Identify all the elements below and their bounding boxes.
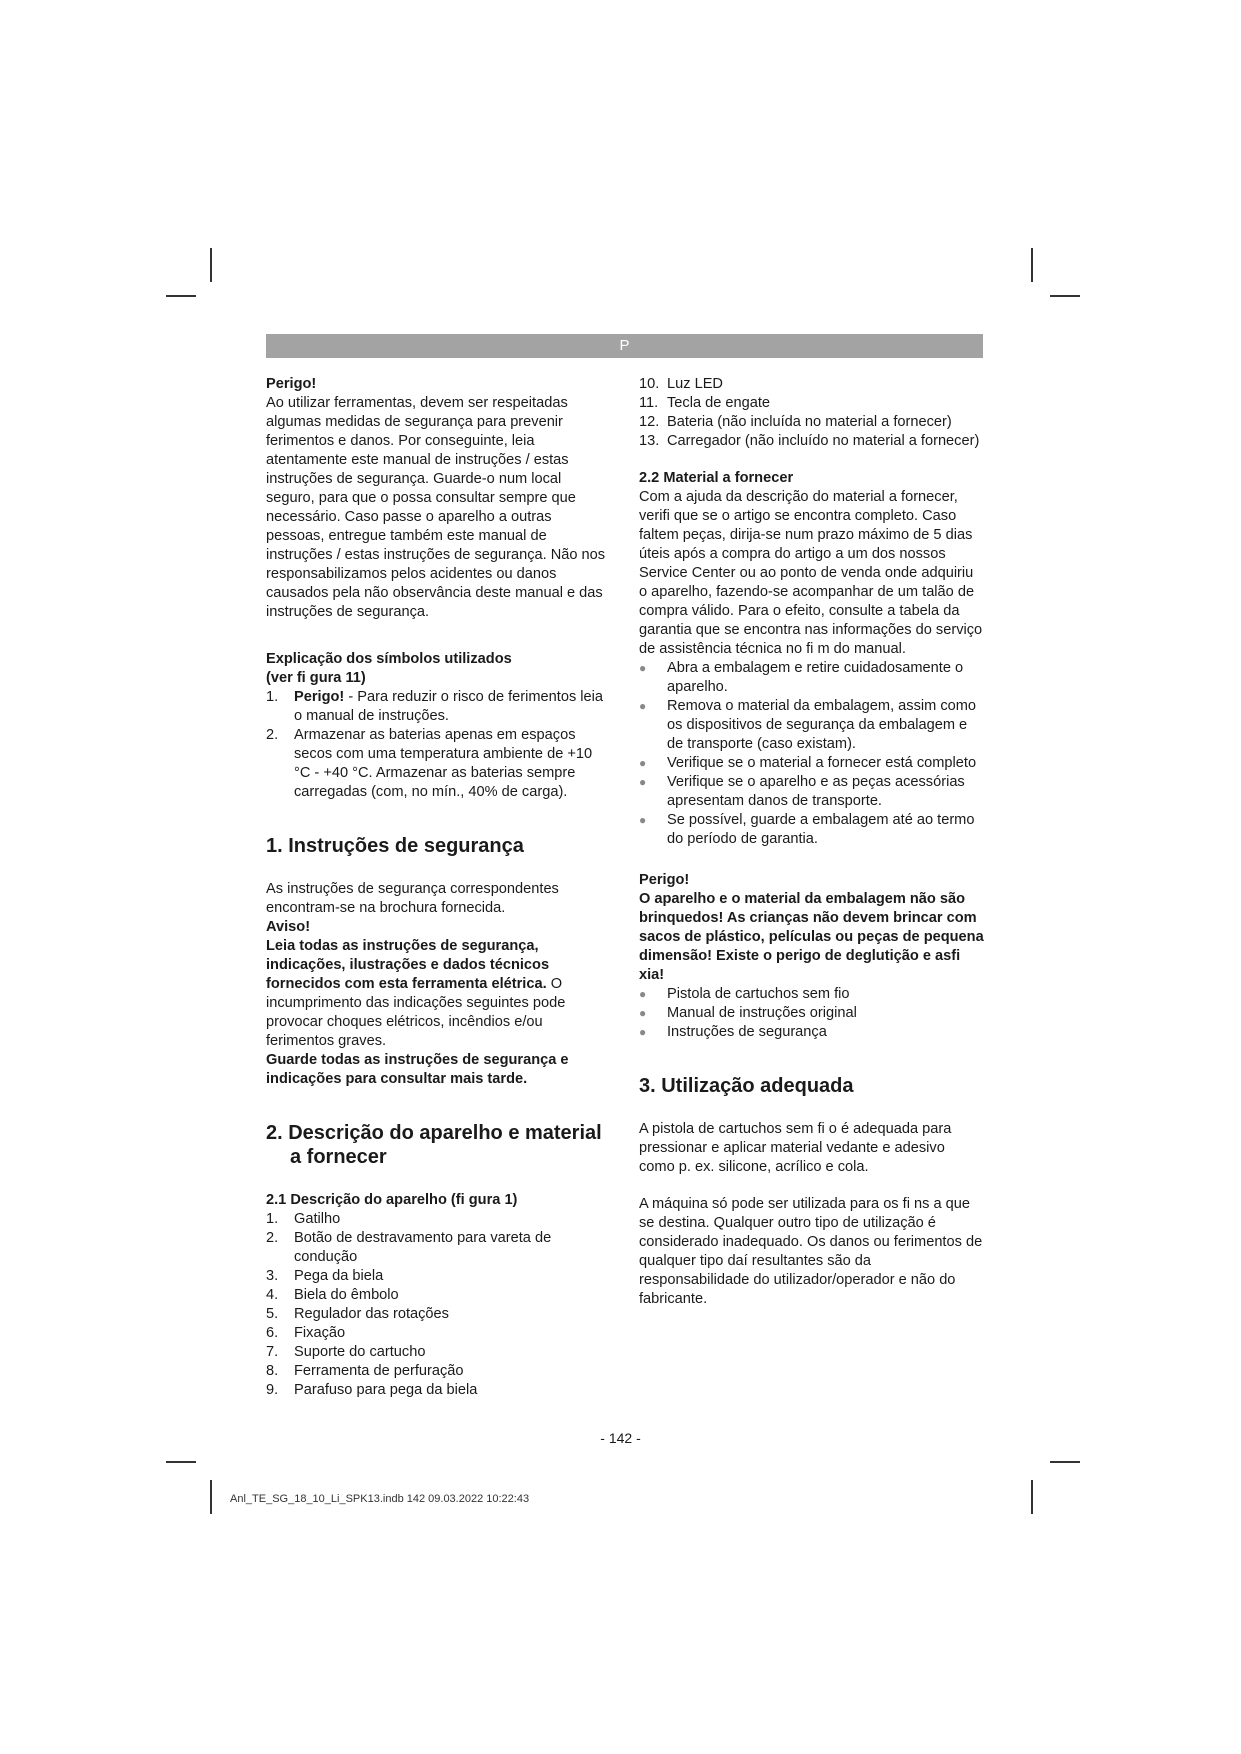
section-2-title: 2. Descrição do aparelho e material a fornecer (266, 1122, 602, 1168)
list-item: 1. Gatilho (266, 1211, 341, 1227)
list-item: 4. Biela do êmbolo (266, 1287, 399, 1303)
unpack-list (639, 659, 984, 849)
aviso-keep-text: Guarde todas as instruções de segurança e indicações para consultar mais tarde. (266, 1052, 569, 1087)
symbols-subtitle: (ver fi gura 11) (266, 670, 366, 686)
list-item: 3. Pega da biela (266, 1268, 384, 1284)
danger-title: Perigo! (266, 376, 317, 392)
crop-mark (210, 1480, 212, 1514)
crop-mark (210, 248, 212, 282)
section-letter: P (619, 337, 630, 354)
danger-text: Ao utilizar ferramentas, devem ser respeitadas algumas medidas de segurança para prevenir ferimentos e danos. Por conseguinte, leia atentamente este manual de instruções / estas instruções de segurança. Guarde-o num local seguro, para que o possa consultar sempre que necessário. Caso passe o aparelho a outras pessoas, entregue também este manual de instruções / estas instruções de segurança. Não nos responsabilizamos pelos acidentes ou danos causados pela não observância deste manual e das instruções de segurança. (266, 395, 606, 620)
subsection-2-2-title: 2.2 Material a fornecer (639, 470, 794, 486)
subsection-2-1-title: 2.1 Descrição do aparelho (fi gura 1) (266, 1192, 518, 1208)
list-item: 7. Suporte do cartucho (266, 1344, 426, 1360)
parts-list (266, 1210, 611, 1400)
aviso-text: Leia todas as instruções de segurança, indicações, ilustrações e dados técnicos fornecidos com esta ferramenta elétrica. O incumprimento das indicações seguintes pode provocar choques elétricos, incêndios e/ou ferimentos graves. (266, 938, 566, 1049)
list-item: ● Verifique se o aparelho e as peças acessórias apresentam danos de transporte. (639, 774, 965, 809)
bullet-icon: ● (639, 775, 647, 789)
aviso-title: Aviso! (266, 919, 311, 935)
supply-list (639, 985, 984, 1042)
list-item: ● Remova o material da embalagem, assim como os dispositivos de segurança da embalagem e de transporte (caso existam). (639, 698, 977, 752)
symbols-title: Explicação dos símbolos utilizados (266, 651, 512, 667)
crop-mark (1050, 295, 1080, 297)
list-item: 10. Luz LED (639, 376, 723, 392)
list-item: ● Abra a embalagem e retire cuidadosamente o aparelho. (639, 660, 964, 695)
list-item: 12. Bateria (não incluída no material a fornecer) (639, 414, 952, 430)
list-item: ● Se possível, guarde a embalagem até ao termo do período de garantia. (639, 812, 975, 847)
crop-mark (1050, 1461, 1080, 1463)
bullet-icon: ● (639, 1025, 647, 1039)
symbols-list (266, 688, 611, 802)
section-1-text: As instruções de segurança correspondentes encontram-se na brochura fornecida. (266, 881, 559, 916)
list-item: ● Pistola de cartuchos sem fio (639, 986, 850, 1002)
bullet-icon: ● (639, 1006, 647, 1020)
subsection-2-2-text: Com a ajuda da descrição do material a fornecer, verifi que se o artigo se encontra completo. Caso faltem peças, dirija-se num prazo máximo de 5 dias úteis após a compra do artigo a um dos nossos Service Center ou ao ponto de venda onde adquiriu o aparelho, fazendo-se acompanhar de um talão de compra válido. Para o efeito, consulte a tabela da garantia que se encontra nas informações do serviço de assistência técnica no fi m do manual. (639, 489, 983, 657)
list-item: 8. Ferramenta de perfuração (266, 1363, 464, 1379)
list-item: 6. Fixação (266, 1325, 346, 1341)
danger-text-2: O aparelho e o material da embalagem não são brinquedos! As crianças não devem brincar com sacos de plástico, películas ou peças de pequena dimensão! Existe o perigo de deglutição e asfi xia! (639, 891, 984, 983)
section-header-bar (266, 334, 983, 358)
crop-mark (166, 1461, 196, 1463)
bullet-icon: ● (639, 987, 647, 1001)
list-item: 2. Botão de destravamento para vareta de condução (266, 1230, 552, 1265)
crop-mark (166, 295, 196, 297)
list-item: 5. Regulador das rotações (266, 1306, 449, 1322)
bullet-icon: ● (639, 661, 647, 675)
list-item: ● Verifique se o material a fornecer está completo (639, 755, 977, 771)
right-column (639, 375, 984, 1309)
page-number: - 142 - (600, 1430, 641, 1446)
section-1-title: 1. Instruções de segurança (266, 835, 524, 857)
bullet-icon: ● (639, 813, 647, 827)
list-item: 11. Tecla de engate (639, 395, 771, 411)
section-3-paragraph-1: A pistola de cartuchos sem fi o é adequada para pressionar e aplicar material vedante e adesivo como p. ex. silicone, acrílico e cola. (639, 1121, 952, 1175)
list-item: 13. Carregador (não incluído no material a fornecer) (639, 433, 980, 449)
list-item: ● Instruções de segurança (639, 1024, 827, 1040)
parts-list-continued (639, 375, 984, 451)
bullet-icon: ● (639, 699, 647, 713)
left-column (266, 375, 611, 1400)
crop-mark (1031, 248, 1033, 282)
section-3-title: 3. Utilização adequada (639, 1075, 854, 1097)
list-item: 1. Perigo! - Para reduzir o risco de ferimentos leia o manual de instruções. (266, 689, 604, 724)
list-item: 2. Armazenar as baterias apenas em espaços secos com uma temperatura ambiente de +10 °C - +40 °C. Armazenar as baterias sempre carregadas (com, no mín., 40% de carga). (266, 727, 593, 800)
crop-mark (1031, 1480, 1033, 1514)
bullet-icon: ● (639, 756, 647, 770)
list-item: 9. Parafuso para pega da biela (266, 1382, 478, 1398)
list-item: ● Manual de instruções original (639, 1005, 857, 1021)
print-imprint: Anl_TE_SG_18_10_Li_SPK13.indb 142 09.03.2022 10:22:43 (230, 1493, 530, 1505)
danger-title-2: Perigo! (639, 872, 690, 888)
section-3-paragraph-2: A máquina só pode ser utilizada para os fi ns a que se destina. Qualquer outro tipo de utilização é considerado inadequado. Os danos ou ferimentos de qualquer tipo daí resultantes são da responsabilidade do utilizador/operador e não do fabricante. (639, 1196, 983, 1307)
